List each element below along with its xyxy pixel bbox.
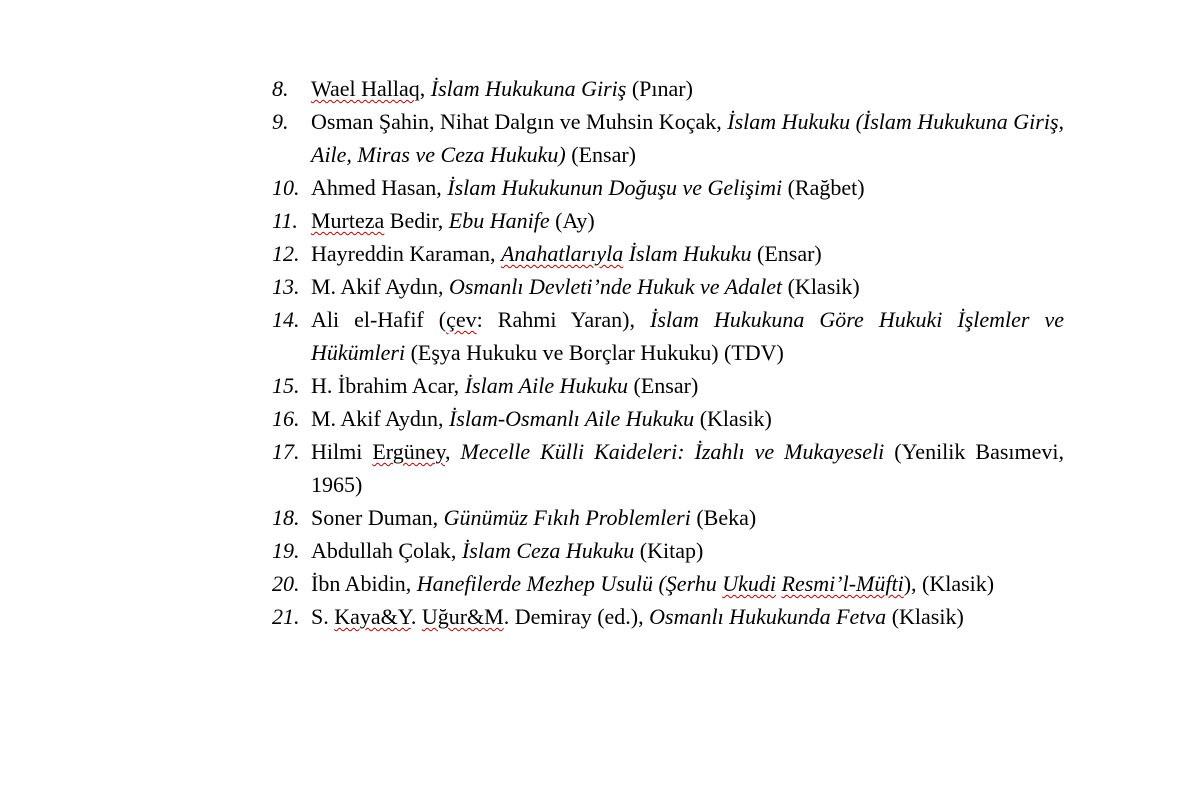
item-title: Osmanlı Devleti’nde Hukuk ve Adalet	[448, 274, 783, 299]
item-title: Hanefilerde Mezhep Usulü (Şerhu	[416, 571, 723, 596]
item-title: İslam Ceza Hukuku	[461, 538, 635, 563]
list-item	[272, 237, 1064, 270]
item-author: Hayreddin Karaman,	[311, 241, 501, 266]
spellcheck-word: Murteza	[311, 208, 385, 233]
item-number: 11.	[272, 208, 298, 233]
spellcheck-word: Uğur&M	[421, 604, 504, 629]
item-number: 13.	[272, 274, 300, 299]
item-number: 16.	[272, 406, 300, 431]
item-author: Bedir,	[384, 208, 449, 233]
item-author: .	[410, 604, 422, 629]
spellcheck-word: Ergüney	[372, 439, 446, 464]
item-title: İslam Hukuku (İslam Hukukuna Giriş, Aile, Miras ve Ceza Hukuku)	[311, 109, 1065, 167]
list-item	[272, 72, 1064, 105]
item-number: 17.	[272, 439, 300, 464]
item-publisher: (Klasik)	[886, 604, 964, 629]
item-author: İbn Abidin,	[311, 571, 417, 596]
list-item	[272, 270, 1064, 303]
item-text	[311, 534, 1064, 567]
item-author: Abdullah Çolak,	[311, 538, 462, 563]
item-title: İslam Hukukunun Doğuşu ve Gelişimi	[447, 175, 783, 200]
item-author: M. Akif Aydın,	[311, 406, 449, 431]
item-author: Soner Duman,	[311, 505, 444, 530]
list-item	[272, 402, 1064, 435]
item-text	[311, 237, 1064, 270]
item-author: ,	[419, 76, 431, 101]
item-text	[311, 204, 1064, 237]
item-text	[311, 171, 1064, 204]
item-number: 12.	[272, 241, 300, 266]
list-item	[272, 105, 1064, 171]
list-item	[272, 567, 1064, 600]
list-item	[272, 435, 1064, 501]
bibliography-list	[272, 72, 1064, 633]
spellcheck-word: çev	[446, 307, 477, 332]
list-item	[272, 369, 1064, 402]
item-text	[311, 402, 1064, 435]
item-text	[311, 72, 1064, 105]
item-publisher: (Yenilik Basımevi, 1965)	[311, 439, 1064, 497]
list-item	[272, 600, 1064, 633]
list-item	[272, 534, 1064, 567]
item-title: İslam Hukukuna Göre Hukuki İşlemler ve Hükümleri	[311, 307, 1065, 365]
item-title: İslam Aile Hukuku	[464, 373, 629, 398]
item-title: Osmanlı Hukukunda Fetva	[649, 604, 887, 629]
spellcheck-word: Kaya&Y	[334, 604, 411, 629]
item-number: 20.	[272, 571, 300, 596]
spellcheck-word: Wael Hallaq	[311, 76, 420, 101]
item-number: 21.	[272, 604, 300, 629]
item-publisher: (Ensar)	[565, 142, 637, 167]
item-author: S.	[311, 604, 335, 629]
spellcheck-word: Resmi’l-Müfti	[781, 571, 904, 596]
item-title: İslam Hukukuna Giriş	[430, 76, 627, 101]
item-title: İslam-Osmanlı Aile Hukuku	[448, 406, 695, 431]
item-text	[311, 501, 1064, 534]
item-number: 10.	[272, 175, 300, 200]
item-publisher: (Ay)	[549, 208, 595, 233]
item-number: 15.	[272, 373, 300, 398]
item-text	[311, 600, 1064, 633]
item-number: 8.	[272, 76, 289, 101]
item-title: Mecelle Külli Kaideleri: İzahlı ve Mukayeseli	[460, 439, 885, 464]
item-text	[311, 435, 1064, 501]
item-author: . Demiray (ed.),	[503, 604, 650, 629]
spellcheck-word: Anahatlarıyla	[500, 241, 624, 266]
item-number: 14.	[272, 307, 300, 332]
item-publisher: (Ensar)	[628, 373, 699, 398]
item-title: Günümüz Fıkıh Problemleri	[443, 505, 691, 530]
item-text	[311, 270, 1064, 303]
list-item	[272, 303, 1064, 369]
item-text	[311, 105, 1064, 171]
item-author: M. Akif Aydın,	[311, 274, 449, 299]
item-author: ,	[445, 439, 461, 464]
item-text	[311, 303, 1064, 369]
list-item	[272, 501, 1064, 534]
item-author: Osman Şahin, Nihat Dalgın ve Muhsin Koçak,	[311, 109, 728, 134]
item-author: H. İbrahim Acar,	[311, 373, 465, 398]
item-author: Hilmi	[311, 439, 373, 464]
item-title: İslam Hukuku	[623, 241, 752, 266]
item-number: 9.	[272, 109, 289, 134]
item-author: Ahmed Hasan,	[311, 175, 448, 200]
item-publisher: (Beka)	[690, 505, 757, 530]
item-author: : Rahmi Yaran),	[476, 307, 651, 332]
item-publisher: ), (Klasik)	[903, 571, 995, 596]
item-publisher: (Klasik)	[782, 274, 860, 299]
item-publisher: (Eşya Hukuku ve Borçlar Hukuku) (TDV)	[405, 340, 784, 365]
item-title: Ebu Hanife	[448, 208, 550, 233]
item-author: Ali el-Hafif (	[311, 307, 447, 332]
item-number: 19.	[272, 538, 300, 563]
item-number: 18.	[272, 505, 300, 530]
item-publisher: (Klasik)	[694, 406, 772, 431]
list-item	[272, 171, 1064, 204]
item-publisher: (Rağbet)	[782, 175, 865, 200]
list-item	[272, 204, 1064, 237]
item-text	[311, 567, 1064, 600]
item-publisher: (Kitap)	[634, 538, 704, 563]
item-publisher: (Pınar)	[626, 76, 693, 101]
spellcheck-word: Ukudi	[722, 571, 776, 596]
item-publisher: (Ensar)	[751, 241, 822, 266]
item-text	[311, 369, 1064, 402]
